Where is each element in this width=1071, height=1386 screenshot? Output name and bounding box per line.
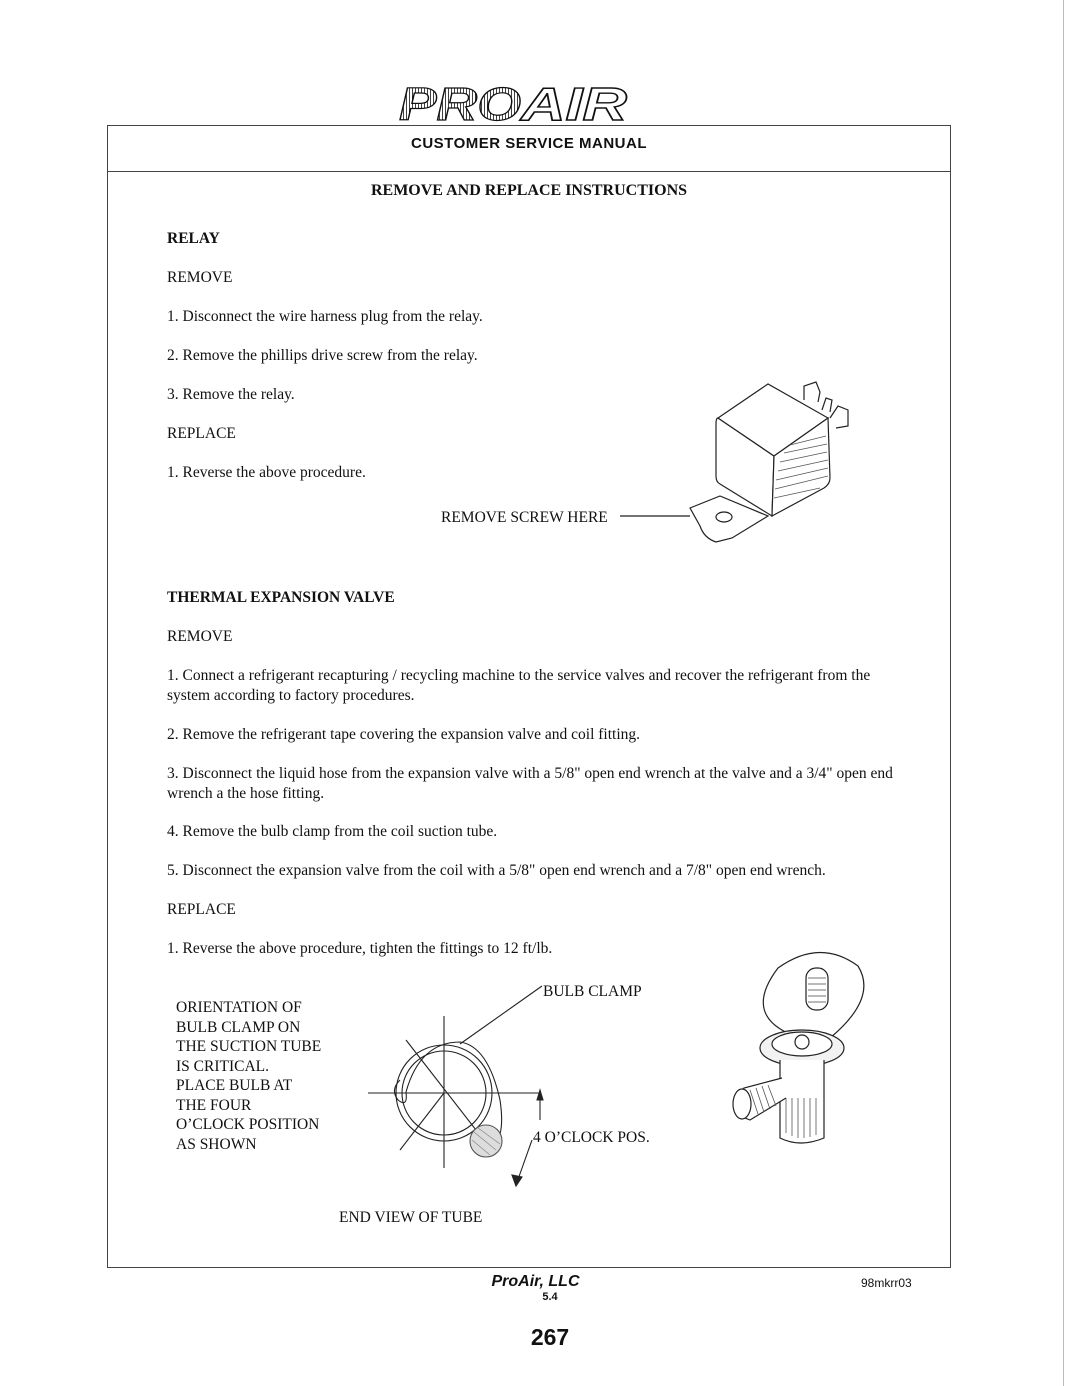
sub-page-number: 5.4 [542, 1291, 558, 1300]
proair-logo [397, 84, 629, 124]
page-number: 267 [530, 1324, 570, 1350]
relay-illustration [620, 378, 870, 550]
orientation-note [176, 998, 321, 1154]
relay-heading: RELAY [167, 230, 220, 247]
txv-remove-step-2: 2. Remove the refrigerant tape covering the expansion valve and coil fitting. [167, 726, 641, 743]
page-title: REMOVE AND REPLACE INSTRUCTIONS [370, 182, 688, 199]
txv-remove-step-3: 3. Disconnect the liquid hose from the expansion valve with a 5/8" open end wrench at the valve and a 3/4" open end wrench a the hose fitting. [167, 765, 893, 802]
bulb-clamp-label: BULB CLAMP [543, 983, 642, 1000]
relay-remove-step-2: 2. Remove the phillips drive screw from the relay. [167, 347, 478, 364]
note-line: IS CRITICAL. [176, 1057, 269, 1075]
note-line: THE SUCTION TUBE [176, 1038, 322, 1055]
txv-replace-step-1: 1. Reverse the above procedure, tighten the fittings to 12 ft/lb. [167, 940, 553, 957]
tube-end-view-diagram [360, 980, 560, 1195]
note-line: THE FOUR [176, 1096, 252, 1114]
txv-remove-label: REMOVE [167, 628, 233, 645]
four-oclock-label: 4 O’CLOCK POS. [533, 1129, 650, 1146]
note-line: AS SHOWN [176, 1135, 257, 1153]
relay-remove-step-1: 1. Disconnect the wire harness plug from the relay. [167, 308, 483, 325]
remove-screw-callout: REMOVE SCREW HERE [441, 509, 608, 526]
relay-remove-label: REMOVE [167, 269, 233, 286]
document-code: 98mkrr03 [861, 1276, 912, 1290]
expansion-valve-illustration [720, 948, 870, 1158]
txv-remove-step-4: 4. Remove the bulb clamp from the coil suction tube. [167, 823, 498, 840]
proair-logo-graphic [397, 84, 629, 124]
header-divider [107, 171, 951, 172]
note-line: PLACE BULB AT [176, 1077, 293, 1094]
end-view-caption: END VIEW OF TUBE [339, 1209, 483, 1226]
relay-replace-label: REPLACE [167, 425, 236, 442]
note-line: BULB CLAMP ON [176, 1018, 301, 1036]
note-line: O’CLOCK POSITION [176, 1116, 320, 1133]
relay-remove-step-3: 3. Remove the relay. [167, 386, 295, 403]
txv-replace-label: REPLACE [167, 901, 236, 918]
txv-remove-step-5: 5. Disconnect the expansion valve from the coil with a 5/8" open end wrench and a 7/8" open end wrench. [167, 862, 826, 879]
svg-text:PRO: PRO [399, 84, 522, 124]
txv-heading: THERMAL EXPANSION VALVE [167, 589, 395, 606]
svg-text:AIR: AIR [519, 84, 627, 124]
company-name: ProAir, LLC [491, 1273, 580, 1290]
note-line: ORIENTATION OF [176, 999, 302, 1016]
relay-replace-step-1: 1. Reverse the above procedure. [167, 464, 366, 481]
manual-title: CUSTOMER SERVICE MANUAL [411, 135, 647, 152]
scan-edge-line [1063, 0, 1064, 1386]
txv-remove-step-1: 1. Connect a refrigerant recapturing / recycling machine to the service valves and recover the refrigerant from the system according to factory procedures. [167, 667, 871, 704]
